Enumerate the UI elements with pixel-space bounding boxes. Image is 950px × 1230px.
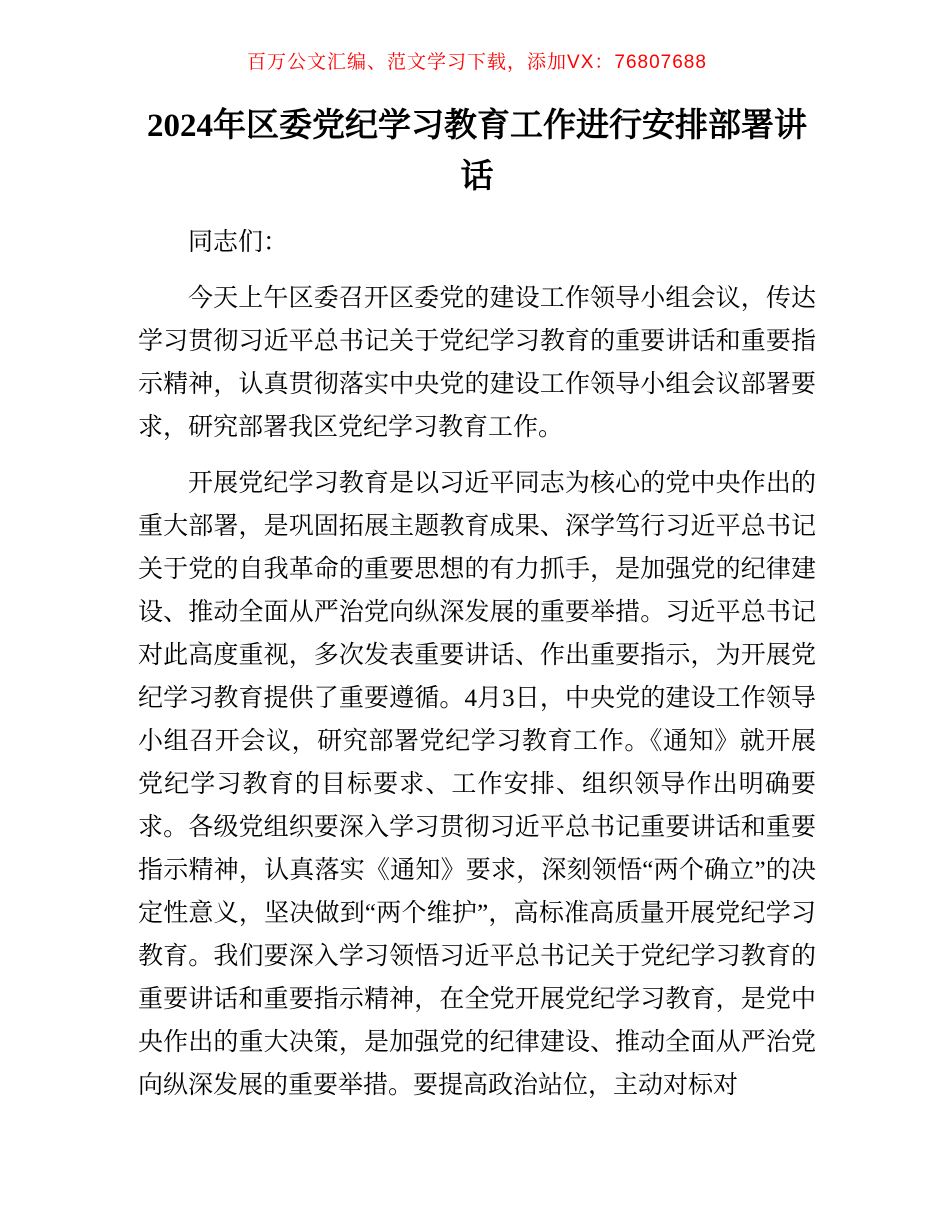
document-body: [138, 221, 816, 1107]
paragraph: 今天上午区委召开区委党的建设工作领导小组会议，传达学习贯彻习近平总书记关于党纪学习教育的重要讲话和重要指示精神，认真贯彻落实中央党的建设工作领导小组会议部署要求，研究部署我区党纪学习教育工作。: [138, 285, 816, 441]
paragraph: 同志们：: [188, 229, 289, 256]
header-notice: 百万公文汇编、范文学习下载，添加VX：76807688: [247, 52, 707, 73]
document-title: 2024年区委党纪学习教育工作进行安排部署讲话: [147, 108, 807, 195]
paragraph: 开展党纪学习教育是以习近平同志为核心的党中央作出的重大部署，是巩固拓展主题教育成果、深学笃行习近平总书记关于党的自我革命的重要思想的有力抓手，是加强党的纪律建设、推动全面从严治党向纵深发展的重要举措。习近平总书记对此高度重视，多次发表重要讲话、作出重要指示，为开展党纪学习教育提供了重要遵循。4月3日，中央党的建设工作领导小组召开会议，研究部署党纪学习教育工作。《通知》就开展党纪学习教育的目标要求、工作安排、组织领导作出明确要求。各级党组织要深入学习贯彻习近平总书记重要讲话和重要指示精神，认真落实《通知》要求，深刻领悟“两个确立”的决定性意义，坚决做到“两个维护”，高标准高质量开展党纪学习教育。我们要深入学习领悟习近平总书记关于党纪学习教育的重要讲话和重要指示精神，在全党开展党纪学习教育，是党中央作出的重大决策，是加强党的纪律建设、推动全面从严治党向纵深发展的重要举措。要提高政治站位，主动对标对: [138, 470, 816, 1099]
